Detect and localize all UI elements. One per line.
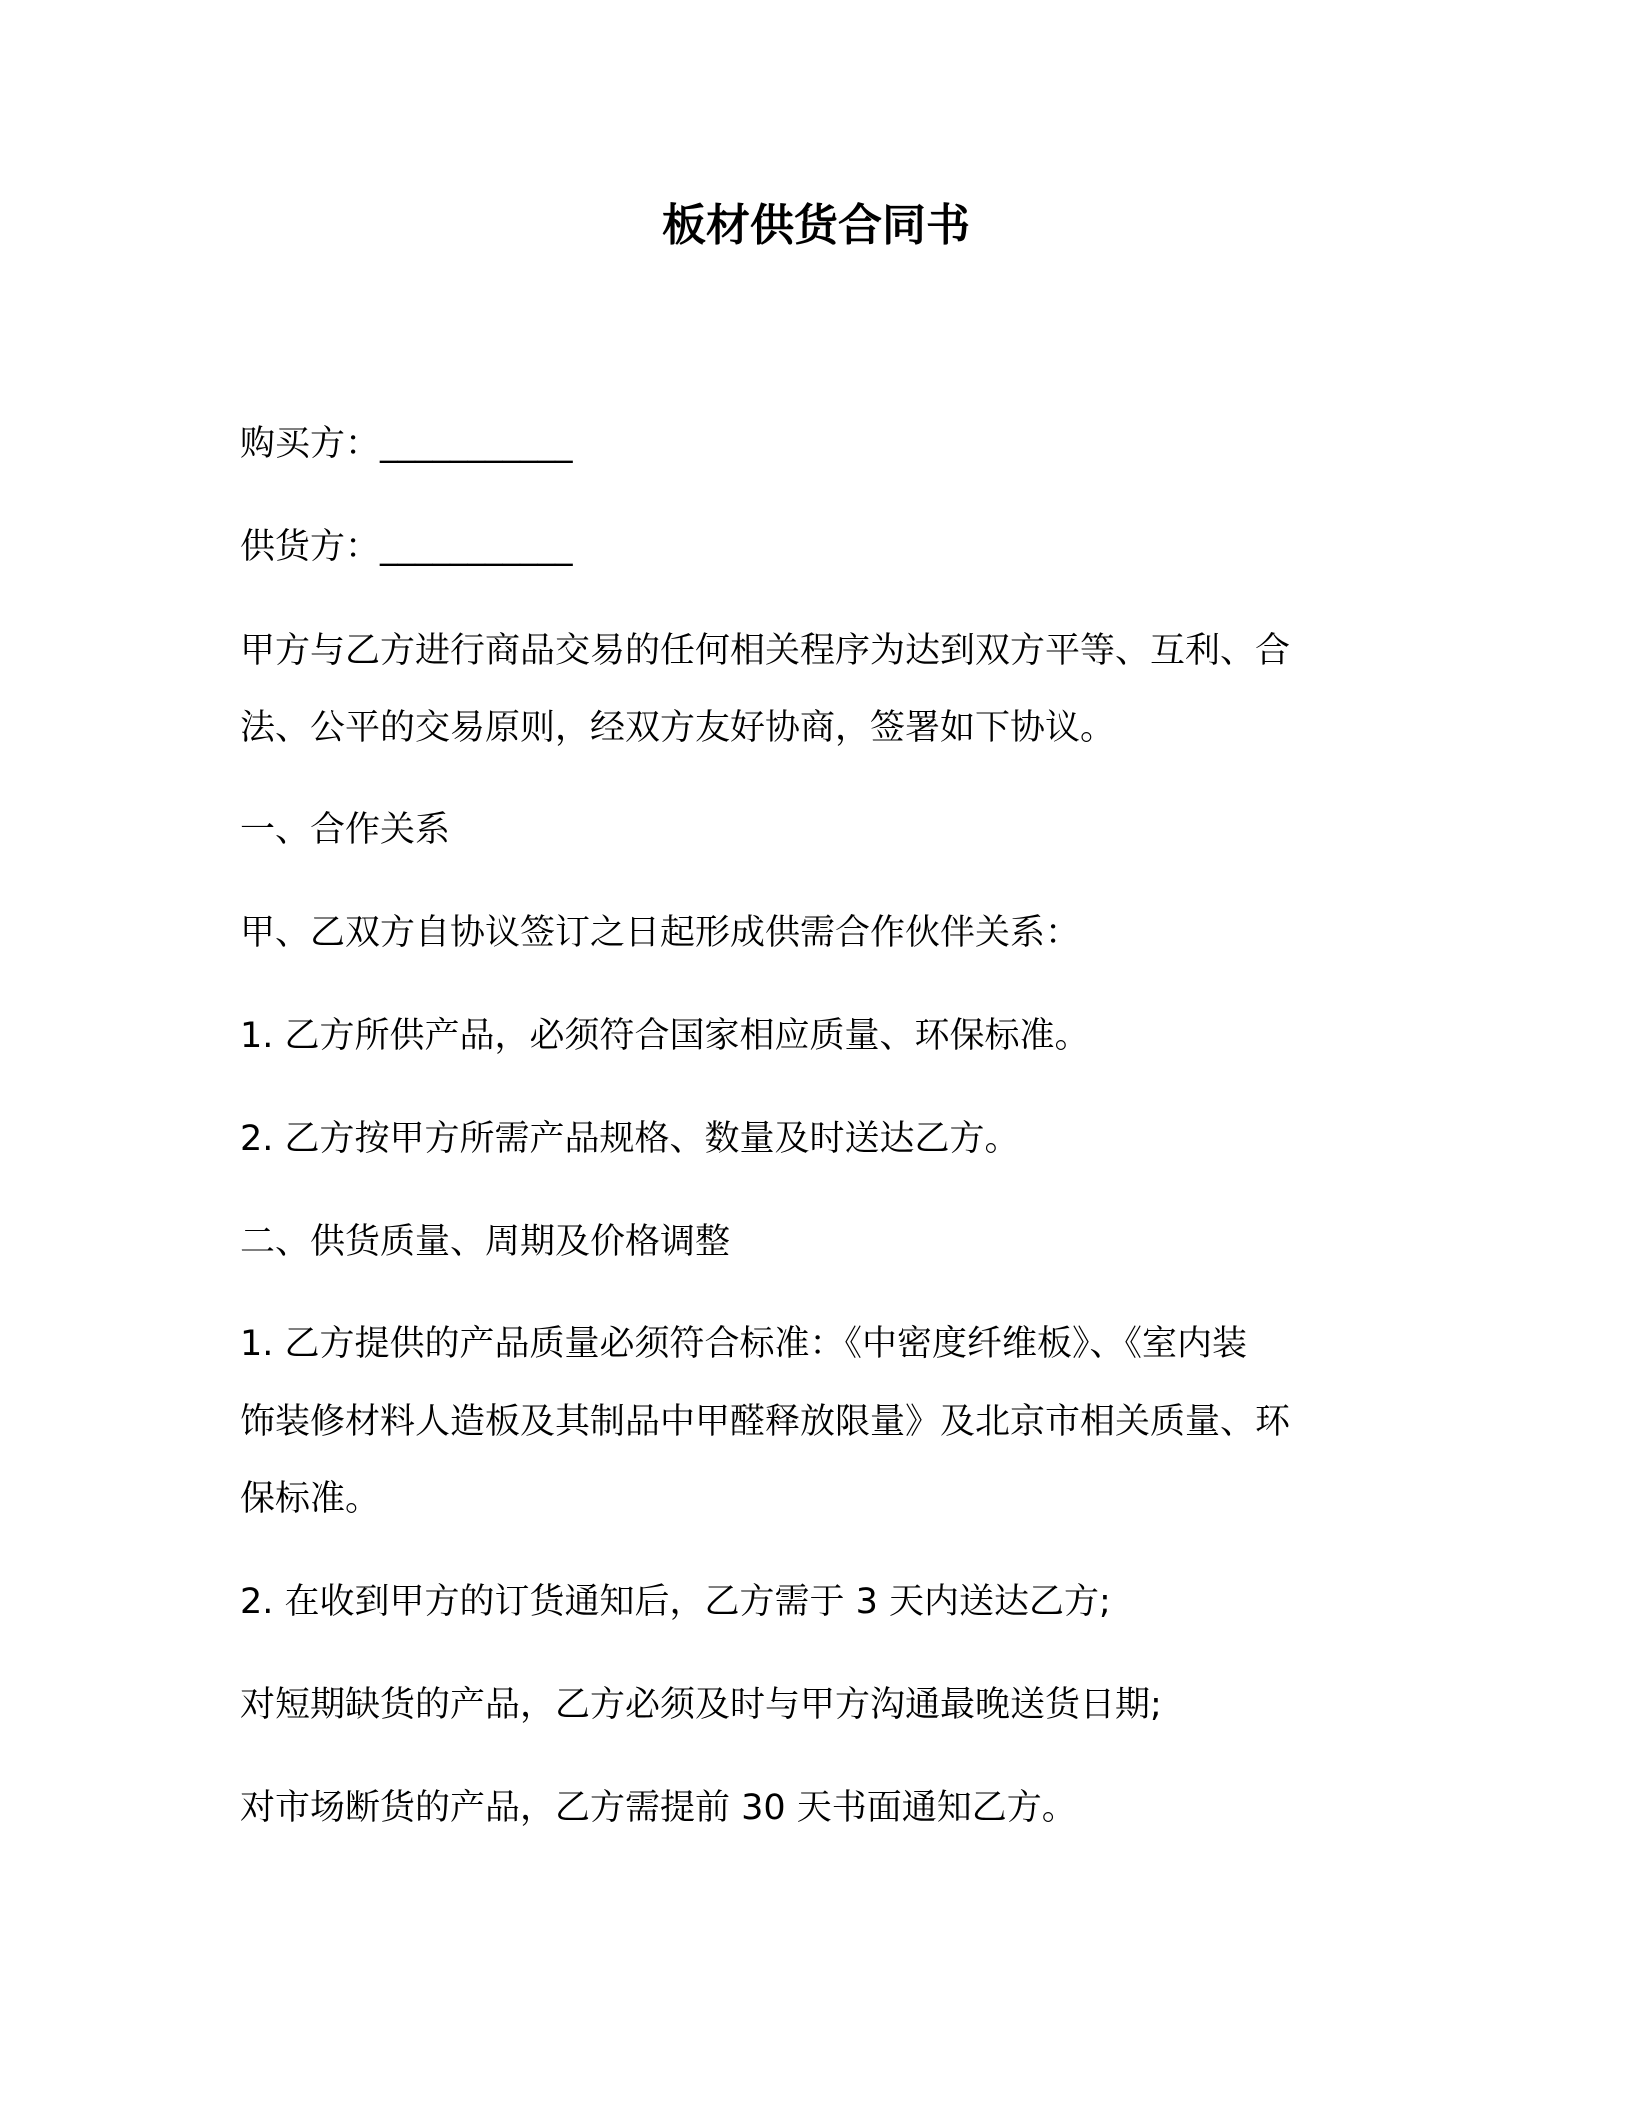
section-1-item-2: 2. 乙方按甲方所需产品规格、数量及时送达乙方。: [240, 1119, 1020, 1159]
buyer-line: 购买方：___________: [240, 424, 573, 464]
supplier-line: 供货方：___________: [240, 527, 573, 567]
section-2-heading: 二、供货质量、周期及价格调整: [240, 1222, 731, 1262]
intro-paragraph-line-1: 甲方与乙方进行商品交易的任何相关程序为达到双方平等、互利、合: [240, 631, 1291, 671]
section-2-item-2: 2. 在收到甲方的订货通知后，乙方需于 3 天内送达乙方;: [240, 1582, 1111, 1622]
section-2-short-stock-paragraph: 对短期缺货的产品，乙方必须及时与甲方沟通最晚送货日期;: [240, 1685, 1162, 1725]
section-2-item-1-line-2: 饰装修材料人造板及其制品中甲醛释放限量》及北京市相关质量、环: [240, 1402, 1291, 1442]
section-2-item-1-line-1: 1. 乙方提供的产品质量必须符合标准：《中密度纤维板》、《室内装: [240, 1324, 1248, 1364]
section-1-heading: 一、合作关系: [240, 810, 451, 850]
document-title: 板材供货合同书: [662, 200, 970, 251]
section-1-intro: 甲、乙双方自协议签订之日起形成供需合作伙伴关系：: [240, 913, 1081, 953]
section-2-item-1-line-3: 保标准。: [240, 1479, 381, 1519]
section-2-discontinued-paragraph: 对市场断货的产品，乙方需提前 30 天书面通知乙方。: [240, 1788, 1077, 1828]
intro-paragraph-line-2: 法、公平的交易原则，经双方友好协商，签署如下协议。: [240, 708, 1116, 748]
section-1-item-1: 1. 乙方所供产品，必须符合国家相应质量、环保标准。: [240, 1016, 1090, 1056]
